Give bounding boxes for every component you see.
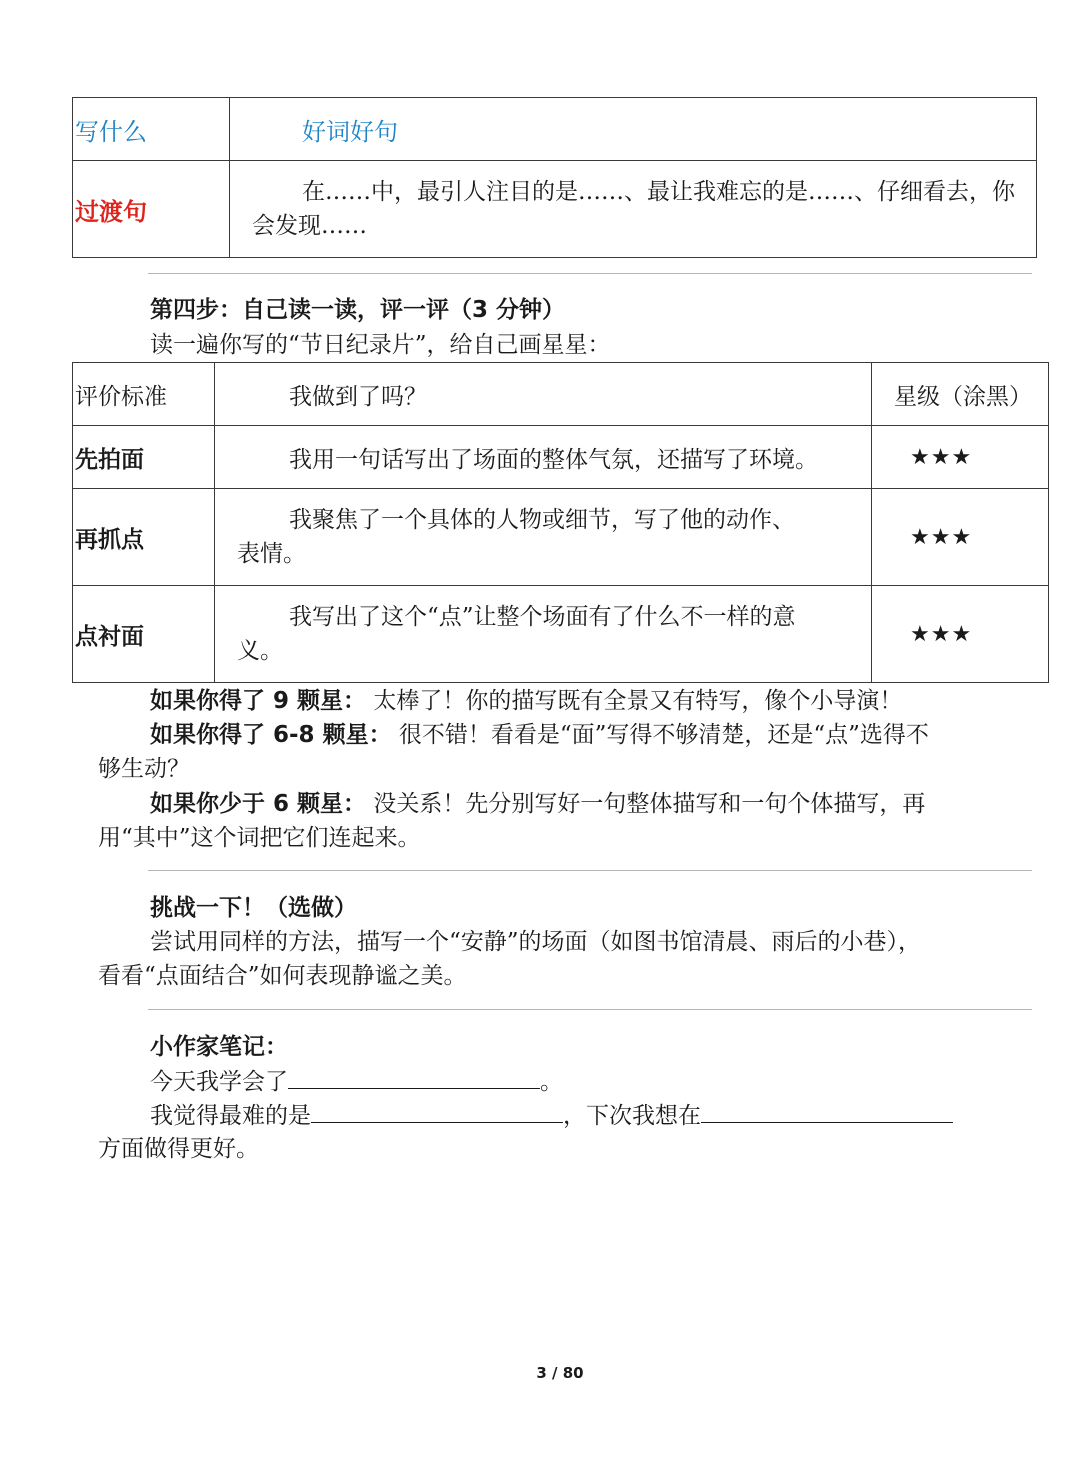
criterion-cell [73, 426, 215, 489]
header-stars: 星级（涂黑） [894, 383, 1032, 410]
notes-prompt: 我觉得最难的是 [150, 1103, 311, 1129]
criterion-label: 再抓点 [75, 526, 144, 553]
result-text: 太棒了！你的描写既有全景又有特写，像个小导演！ [373, 688, 903, 714]
criterion-cell [73, 586, 215, 683]
description-cell [215, 489, 872, 586]
fill-in-blank[interactable] [701, 1098, 953, 1123]
table-row [73, 426, 1049, 489]
header-cell [872, 363, 1049, 426]
result-label: 如果你得了 9 颗星： [150, 688, 367, 714]
divider [148, 1009, 1032, 1010]
writing-table [72, 97, 1037, 258]
page-number: 3 / 80 [536, 1364, 584, 1382]
star-rating[interactable]: ★★★ [910, 622, 973, 647]
stars-cell [872, 586, 1049, 683]
stars-cell [872, 426, 1049, 489]
result-text-cont: 用“其中”这个词把它们连起来。 [98, 825, 421, 851]
header-cell [73, 363, 215, 426]
star-rating[interactable]: ★★★ [910, 525, 973, 550]
criterion-description: 我用一句话写出了场面的整体气氛，还描写了环境。 [289, 446, 818, 473]
criterion-label: 点衬面 [75, 623, 144, 650]
challenge-text-line2: 看看“点面结合”如何表现静谧之美。 [98, 963, 467, 989]
criterion-label: 先拍面 [75, 446, 144, 473]
description-cell [215, 586, 872, 683]
criterion-description-line1: 我聚焦了一个具体的人物或细节，写了他的动作、 [289, 507, 795, 533]
divider [148, 870, 1032, 871]
header-criterion: 评价标准 [75, 383, 167, 410]
notes-prompt: 今天我学会了 [150, 1069, 288, 1095]
result-6-8-stars [150, 718, 929, 752]
header-cell [215, 363, 872, 426]
criterion-description-line1: 我写出了这个“点”让整个场面有了什么不一样的意 [289, 604, 796, 630]
result-text: 很不错！看看是“面”写得不够清楚，还是“点”选得不 [398, 722, 929, 748]
stars-cell [872, 489, 1049, 586]
criterion-cell [73, 489, 215, 586]
row-label-transition: 过渡句 [75, 197, 147, 226]
notes-line1 [150, 1064, 563, 1099]
result-text-cont: 够生动？ [98, 756, 190, 782]
notes-prompt: ，下次我想在 [563, 1103, 701, 1129]
row-content-good-words: 好词好句 [302, 117, 398, 146]
divider [148, 273, 1032, 274]
notes-punct: 。 [540, 1069, 563, 1095]
header-did-i: 我做到了吗？ [289, 383, 427, 410]
notes-line2 [150, 1098, 953, 1133]
result-under-6-stars [150, 787, 925, 821]
notes-line3: 方面做得更好。 [98, 1136, 259, 1162]
fill-in-blank[interactable] [288, 1064, 540, 1089]
table-cell-label [73, 98, 230, 161]
criterion-description-line2: 表情。 [237, 541, 306, 567]
fill-in-blank[interactable] [311, 1098, 563, 1123]
notes-heading: 小作家笔记： [150, 1034, 288, 1060]
challenge-heading: 挑战一下！（选做） [150, 895, 357, 921]
row-label-what: 写什么 [75, 117, 147, 146]
result-label: 如果你得了 6-8 颗星： [150, 722, 392, 748]
transition-sentence-line2: 会发现…… [252, 213, 367, 239]
result-text: 没关系！先分别写好一句整体描写和一句个体描写，再 [373, 791, 926, 817]
table-cell-content [230, 161, 1037, 258]
transition-sentence-line1: 在……中，最引人注目的是……、最让我难忘的是……、仔细看去，你 [302, 179, 1015, 205]
criterion-description-line2: 义。 [237, 638, 283, 664]
result-label: 如果你少于 6 颗星： [150, 791, 367, 817]
challenge-text-line1: 尝试用同样的方法，描写一个“安静”的场面（如图书馆清晨、雨后的小巷）， [150, 929, 922, 955]
description-cell [215, 426, 872, 489]
table-cell-label [73, 161, 230, 258]
star-rating[interactable]: ★★★ [910, 445, 973, 470]
step4-intro: 读一遍你写的“节日纪录片”，给自己画星星： [150, 332, 611, 358]
result-9-stars [150, 684, 902, 718]
step4-heading: 第四步：自己读一读，评一评（3 分钟） [150, 297, 566, 323]
table-cell-content [230, 98, 1037, 161]
table-row [73, 586, 1049, 683]
evaluation-table [72, 362, 1049, 683]
table-row [73, 489, 1049, 586]
